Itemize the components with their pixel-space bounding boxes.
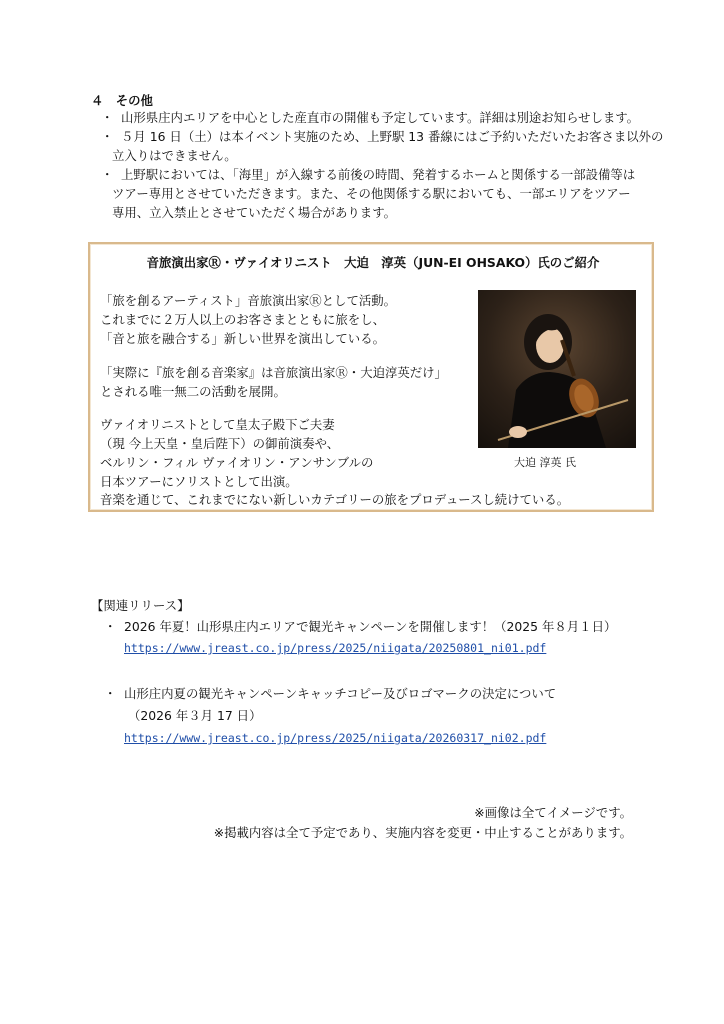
profile-line: ベルリン・フィル ヴァイオリン・アンサンブルの: [100, 455, 374, 470]
releases-heading: 【関連リリース】: [91, 598, 190, 613]
profile-line: 「旅を創るアーティスト」音旅演出家Ⓡとして活動。: [100, 293, 397, 308]
release-link[interactable]: https://www.jreast.co.jp/press/2025/niigata/20260317_ni02.pdf: [124, 731, 547, 745]
bullet: ・: [101, 167, 114, 182]
release-title: 2026 年夏！山形県庄内エリアで観光キャンペーンを開催します！（2025 年８月１日）: [124, 619, 617, 634]
paragraph-line: 山形県庄内エリアを中心とした産直市の開催も予定しています。詳細は別途お知らせします。: [121, 110, 640, 125]
schedule-note: ※掲載内容は全て予定であり、実施内容を変更・中止することがあります。: [213, 825, 632, 840]
profile-line: ヴァイオリニストとして皇太子殿下ご夫妻: [100, 417, 335, 432]
release-title: 山形庄内夏の観光キャンペーンキャッチコピー及びロゴマークの決定について: [124, 686, 557, 701]
bullet: ・: [101, 129, 114, 144]
section-heading: ４ その他: [91, 93, 153, 108]
profile-title: 音旅演出家Ⓡ・ヴァイオリニスト 大迫 淳英（JUN-EI OHSAKO）氏のご紹介: [146, 255, 600, 270]
bullet: ・: [104, 619, 117, 634]
paragraph-line: 専用、立入禁止とさせていただく場合があります。: [112, 205, 396, 220]
bullet: ・: [104, 686, 117, 701]
profile-line: これまでに２万人以上のお客さまとともに旅をし、: [100, 312, 385, 327]
paragraph-line: 上野駅においては、「海里」が入線する前後の時間、発着するホームと関係する一部設備等は: [121, 167, 636, 182]
paragraph-line: ツアー専用とさせていただきます。また、その他関係する駅においても、一部エリアをツアー: [112, 186, 631, 201]
bullet: ・: [101, 110, 114, 125]
profile-line: 音楽を通じて、これまでにない新しいカテゴリーの旅をプロデュースし続けている。: [100, 492, 570, 507]
paragraph-line: ５月 16 日（土）は本イベント実施のため、上野駅 13 番線にはご予約いただいたお客さま以外の: [121, 129, 664, 144]
profile-box: [88, 242, 654, 512]
profile-line: 「実際に『旅を創る音楽家』は音旅演出家Ⓡ・大迫淳英だけ」: [100, 365, 447, 380]
paragraph-line: 立入りはできません。: [112, 148, 237, 163]
profile-line: 日本ツアーにソリストとして出演。: [100, 474, 298, 489]
photo-caption: 大迫 淳英 氏: [514, 456, 576, 469]
profile-line: とされる唯一無二の活動を展開。: [100, 384, 286, 399]
violinist-photo: [478, 290, 636, 448]
profile-line: （現 今上天皇・皇后陛下）の御前演奏や、: [100, 436, 340, 451]
release-link[interactable]: https://www.jreast.co.jp/press/2025/niigata/20250801_ni01.pdf: [124, 641, 547, 655]
release-date: （2026 年３月 17 日）: [128, 708, 262, 723]
image-note: ※画像は全てイメージです。: [474, 805, 632, 820]
profile-line: 「音と旅を融合する」新しい世界を演出している。: [100, 331, 385, 346]
